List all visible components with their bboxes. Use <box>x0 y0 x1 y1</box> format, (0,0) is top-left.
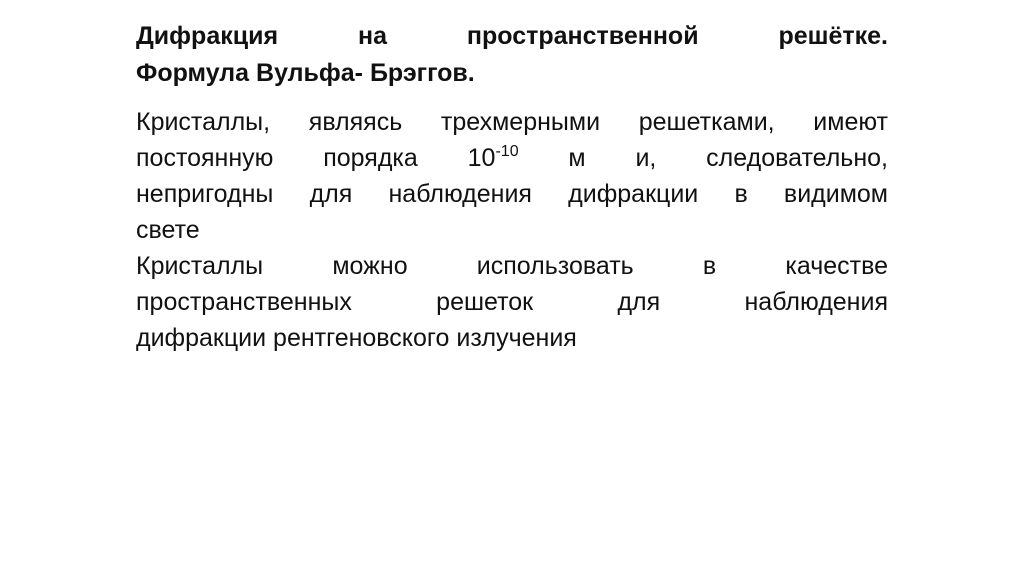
text-line: пространственных решеток для наблюдения <box>136 288 888 316</box>
text-segment: м и, следовательно, <box>518 144 888 172</box>
slide-content <box>136 18 888 356</box>
text-line-with-exponent <box>136 140 888 176</box>
title-line-2: Формула Вульфа- Брэггов. <box>136 59 475 87</box>
text-line: Кристаллы, являясь трехмерными решетками, имеют <box>136 108 888 136</box>
paragraph-crystal-constant <box>136 104 888 248</box>
text-line: Кристаллы можно использовать в качестве <box>136 252 888 280</box>
title-line-1: Дифракция на пространственной решётке. <box>136 22 888 50</box>
slide-title <box>136 18 888 92</box>
text-line: свете <box>136 216 200 244</box>
text-line: непригодны для наблюдения дифракции в видимом <box>136 180 888 208</box>
exponent: -10 <box>495 143 519 160</box>
paragraph-xray-diffraction <box>136 248 888 356</box>
text-line: дифракции рентгеновского излучения <box>136 324 577 352</box>
text-segment: постоянную порядка 10 <box>136 144 496 172</box>
